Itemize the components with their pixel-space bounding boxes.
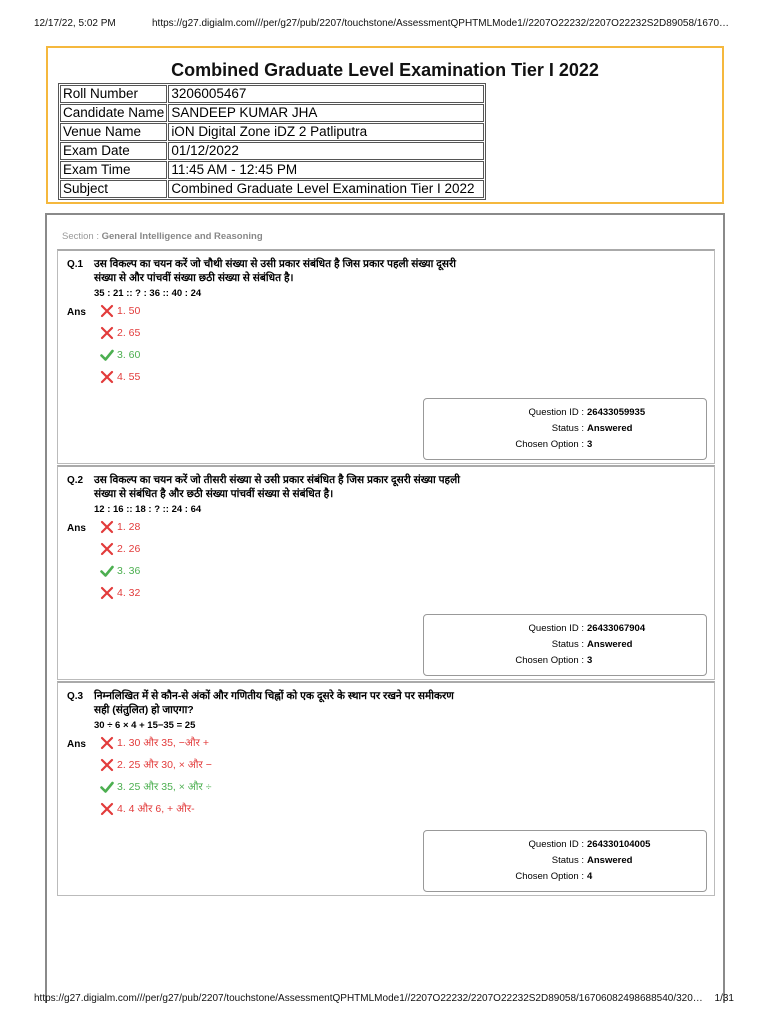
chosen-option-value: 3 [587, 655, 593, 666]
chosen-option-row [424, 871, 593, 882]
section-label [62, 231, 263, 242]
cross-icon [100, 326, 114, 340]
question-text-line: सही (संतुलित) हो जाएगा? [94, 704, 194, 716]
question-id-label: Question ID : [528, 407, 584, 418]
cross-icon [100, 542, 114, 556]
status-label: Status : [551, 855, 584, 866]
page-number: 1/31 [714, 993, 734, 1004]
status-row [424, 639, 633, 650]
info-label: Subject [60, 180, 167, 198]
option-label: 1. 50 [117, 305, 141, 317]
info-row-subject [60, 180, 484, 198]
question-number: Q.3 [67, 691, 84, 702]
candidate-info-table [58, 83, 486, 200]
cross-icon [100, 758, 114, 772]
check-icon [100, 780, 114, 794]
info-row-candidate-name [60, 104, 484, 122]
option-label: 2. 25 और 30, × और − [117, 759, 212, 771]
info-value: SANDEEP KUMAR JHA [168, 104, 484, 122]
status-label: Status : [551, 639, 584, 650]
info-row-roll-number [60, 85, 484, 103]
option-3 [100, 348, 140, 362]
check-icon [100, 564, 114, 578]
question-expression: 30 ÷ 6 × 4 + 15−35 = 25 [94, 720, 196, 731]
chosen-option-row [424, 655, 593, 666]
cross-icon [100, 520, 114, 534]
option-2 [100, 542, 140, 556]
question-block-2 [57, 465, 715, 680]
status-value: Answered [587, 639, 633, 650]
option-1 [100, 304, 140, 318]
question-id-label: Question ID : [528, 839, 584, 850]
question-id-row [424, 623, 646, 634]
cross-icon [100, 304, 114, 318]
info-value: Combined Graduate Level Examination Tier I 2022 [168, 180, 484, 198]
status-value: Answered [587, 423, 633, 434]
option-label: 3. 36 [117, 565, 141, 577]
question-id-value: 26433067904 [587, 623, 646, 634]
option-label: 1. 28 [117, 521, 141, 533]
cross-icon [100, 370, 114, 384]
section-name: General Intelligence and Reasoning [101, 231, 263, 242]
option-1 [100, 736, 209, 750]
option-label: 2. 26 [117, 543, 141, 555]
option-label: 3. 60 [117, 349, 141, 361]
option-4 [100, 802, 195, 816]
question-text-line: उस विकल्प का चयन करें जो चौथी संख्या से उसी प्रकार संबंधित है जिस प्रकार पहली संख्या दूसरी [94, 258, 456, 270]
ans-label: Ans [67, 739, 86, 750]
question-expression: 35 : 21 :: ? : 36 :: 40 : 24 [94, 288, 202, 299]
chosen-option-label: Chosen Option : [515, 439, 584, 450]
footer-url[interactable]: https://g27.digialm.com///per/g27/pub/2207/touchstone/AssessmentQPHTMLMode1//2207O22232/2207O22232S2D89058/16706082498688540/320… [34, 993, 703, 1004]
ans-label: Ans [67, 523, 86, 534]
question-block-3 [57, 681, 715, 896]
option-label: 2. 65 [117, 327, 141, 339]
info-label: Venue Name [60, 123, 167, 141]
question-block-1 [57, 249, 715, 464]
info-value: iON Digital Zone iDZ 2 Patliputra [168, 123, 484, 141]
option-4 [100, 370, 140, 384]
status-row [424, 423, 633, 434]
status-value: Answered [587, 855, 633, 866]
info-row-exam-time [60, 161, 484, 179]
option-4 [100, 586, 140, 600]
info-value: 01/12/2022 [168, 142, 484, 160]
info-value: 11:45 AM - 12:45 PM [168, 161, 484, 179]
check-icon [100, 348, 114, 362]
question-number: Q.2 [67, 475, 84, 486]
candidate-info-card [46, 46, 724, 204]
option-1 [100, 520, 140, 534]
question-text-line: संख्या से संबंधित है और छठी संख्या पांचवीं संख्या से संबंधित है। [94, 488, 334, 500]
section-prefix: Section : [62, 231, 102, 242]
chosen-option-value: 4 [587, 871, 593, 882]
option-2 [100, 758, 212, 772]
question-text-line: संख्या से और पांचवीं संख्या छठी संख्या से संबंधित है। [94, 272, 294, 284]
print-url[interactable]: https://g27.digialm.com///per/g27/pub/2207/touchstone/AssessmentQPHTMLMode1//2207O22232/2207O22232S2D89058/1670… [152, 18, 730, 29]
question-text-line: उस विकल्प का चयन करें जो तीसरी संख्या से उसी प्रकार संबंधित है जिस प्रकार दूसरी संख्या पहली [94, 474, 460, 486]
question-text [94, 473, 514, 501]
question-info-box [423, 398, 707, 460]
info-value: 3206005467 [168, 85, 484, 103]
question-info-box [423, 614, 707, 676]
info-row-venue-name [60, 123, 484, 141]
question-id-row [424, 407, 646, 418]
cross-icon [100, 586, 114, 600]
chosen-option-label: Chosen Option : [515, 655, 584, 666]
option-label: 4. 32 [117, 587, 141, 599]
question-id-value: 26433059935 [587, 407, 646, 418]
print-footer [34, 993, 734, 1007]
option-3 [100, 780, 212, 794]
cross-icon [100, 736, 114, 750]
option-2 [100, 326, 140, 340]
ans-label: Ans [67, 307, 86, 318]
print-datetime: 12/17/22, 5:02 PM [34, 18, 116, 29]
cross-icon [100, 802, 114, 816]
option-label: 4. 4 और 6, + और- [117, 803, 195, 815]
question-number: Q.1 [67, 259, 84, 270]
question-expression: 12 : 16 :: 18 : ? :: 24 : 64 [94, 504, 202, 515]
question-id-label: Question ID : [528, 623, 584, 634]
chosen-option-label: Chosen Option : [515, 871, 584, 882]
option-label: 4. 55 [117, 371, 141, 383]
info-row-exam-date [60, 142, 484, 160]
question-text [94, 257, 514, 285]
question-info-box [423, 830, 707, 892]
question-text [94, 689, 514, 717]
question-id-row [424, 839, 651, 850]
info-label: Candidate Name [60, 104, 167, 122]
info-label: Exam Time [60, 161, 167, 179]
info-label: Roll Number [60, 85, 167, 103]
chosen-option-row [424, 439, 593, 450]
question-id-value: 264330104005 [587, 839, 651, 850]
option-3 [100, 564, 140, 578]
question-text-line: निम्नलिखित में से कौन-से अंकों और गणितीय चिह्नों को एक दूसरे के स्थान पर रखने पर समीकरण [94, 690, 454, 702]
exam-title: Combined Graduate Level Examination Tier I 2022 [171, 60, 599, 80]
chosen-option-value: 3 [587, 439, 593, 450]
section-panel [45, 213, 725, 1003]
status-row [424, 855, 633, 866]
option-label: 3. 25 और 35, × और ÷ [117, 781, 212, 793]
info-label: Exam Date [60, 142, 167, 160]
option-label: 1. 30 और 35, −और + [117, 737, 209, 749]
print-header [34, 18, 734, 32]
status-label: Status : [551, 423, 584, 434]
